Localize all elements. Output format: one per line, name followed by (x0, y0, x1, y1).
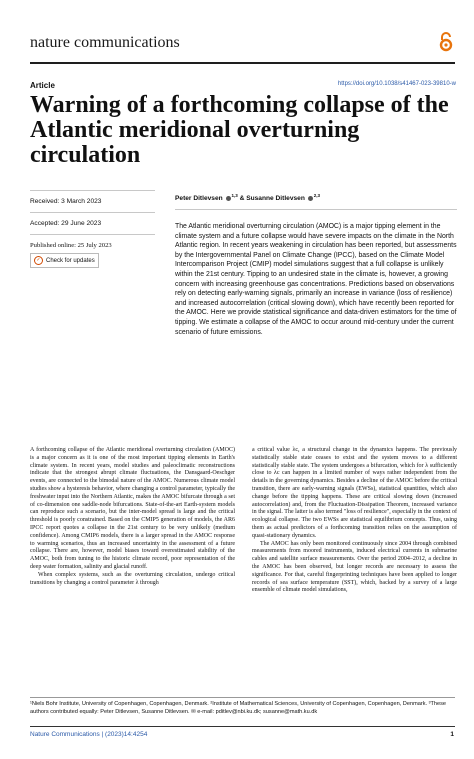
author-separator: & (239, 195, 245, 203)
doi-link[interactable]: https://doi.org/10.1038/s41467-023-39810-w (337, 81, 456, 87)
body-paragraph: When complex systems, such as the overturning circulation, undergo critical transitions by changing a control parameter λ through (30, 571, 235, 586)
article-type: Article (30, 81, 55, 90)
published-date: Published online: 25 July 2023 (30, 234, 155, 256)
check-updates-label: Check for updates (46, 257, 95, 264)
author-name[interactable]: Susanne Ditlevsen (246, 195, 305, 203)
received-date: Received: 3 March 2023 (30, 190, 155, 212)
body-paragraph: A forthcoming collapse of the Atlantic meridional overturning circulation (AMOC) is a major concern as it is one of the most important tipping elements in Earth's climate system. In recent years, model studies and paleoclimatic reconstructions indicate that the strongest abrupt climate fluctuations, the Dansgaard-Oeschger events, are connected to the bimodal nature of the AMOC. Numerous climate model studies show a hysteresis behavior, where changing a control parameter, typically the freshwater input into the Northern Atlantic, makes the AMOC bifurcate through a set of co-dimension one saddle-node bifurcations. State-of-the-art Earth-system models can reproduce such a scenario, but the inter-model spread is large and the critical threshold is poorly constrained. Based on the CMIP5 generation of models, the AR6 IPCC report quotes a collapse in the 21st century to be very unlikely (medium confidence). Among CMIP6 models, there is a larger spread in the AMOC response to warming scenarios, thus an increased uncertainty in the assessment of a future collapse. There are, however, model biases toward overestimated stability of the AMOC, both from tuning to the historic climate record, poor representation of the deep water formation, salinity and glacial runoff. (30, 447, 235, 570)
open-access-icon[interactable] (437, 32, 455, 52)
check-updates-icon: ✓ (34, 256, 43, 265)
article-title: Warning of a forthcoming collapse of the Atlantic meridional overturning circulation (30, 92, 449, 168)
body-paragraph: The AMOC has only been monitored continuously since 2004 through combined measurements from moored instruments, induced electrical currents in submarine cables and satellite surface measurements. Over the period 2004–2012, a decline in the AMOC has been observed, but longer records are necessary to assess the significance. For that, careful fingerprinting techniques have been applied to longer records of sea surface temperature (SST), which, backed by a survey of a large ensemble of climate model simulations, (252, 540, 457, 594)
page-number: 1 (450, 731, 454, 738)
authors-divider (175, 209, 457, 210)
affiliation-sup: 2,3 (313, 193, 320, 198)
body-paragraph: a critical value λc, a structural change in the dynamics happens. The previously statistically stable state ceases to exist and the system moves to a different statistically stable state. The system undergoes a bifurcation, which for λ sufficiently close to λc can happen in a limited number of ways rather independent from the details in the governing dynamics. Besides a decline of the AMOC before the critical transition, there are early-warning signals (EWSs), statistical quantities, which also change before the tipping happens. These are critical slowing down (increased autocorrelation) and, from the Fluctuation-Dissipation Theorem, increased variance in the signal. The latter is also termed "loss of resilience", especially in the context of ecological collapse. The two EWSs are statistical equilibrium concepts. Thus, using them as actual predictors of a forthcoming transition relies on the assumption of quasi-stationary dynamics. (252, 447, 457, 539)
author-list (175, 193, 320, 202)
check-for-updates-button[interactable] (30, 253, 99, 268)
accepted-date: Accepted: 29 June 2023 (30, 212, 155, 234)
affiliation-sup: 1,3 (231, 193, 238, 198)
footer-citation[interactable]: Nature Communications | (2023)14:4254 (30, 731, 148, 738)
orcid-icon[interactable] (226, 196, 231, 201)
affiliations-footnote: ¹Niels Bohr Institute, University of Copenhagen, Copenhagen, Denmark. ²Institute of Mathematical Sciences, University of Copenhagen, Copenhagen, Denmark. ³These authors contributed equally: Peter Ditlevsen, Susanne Ditlevsen. ✉ e-mail: pditlev@nbi.ku.dk; susanne@math.ku.dk (30, 701, 447, 715)
footer-rule (30, 726, 455, 727)
dates-block (30, 190, 155, 256)
abstract: The Atlantic meridional overturning circulation (AMOC) is a major tipping element in the climate system and a future collapse would have severe impacts on the climate in the North Atlantic region. In recent years weakening in circulation has been reported, but assessments by the Intergovernmental Panel on Climate Change (IPCC), based on the Climate Model Intercomparison Project (CMIP) model simulations suggest that a full collapse is unlikely within the 21st century. Tipping to an undesired state in the climate is, however, a growing concern with increasing greenhouse gas concentrations. Predictions based on observations rely on detecting early-warning signals, primarily an increase in variance (loss of resilience) and increased autocorrelation (critical slowing down), which have recently been reported for the AMOC. Here we provide statistical significance and data-driven estimators for the time of tipping. We estimate a collapse of the AMOC to occur around mid-century under the current scenario of future emissions. (175, 223, 457, 336)
body-column-right (252, 447, 457, 595)
body-column-left (30, 447, 235, 587)
journal-name[interactable]: nature communications (30, 34, 180, 51)
author-name[interactable]: Peter Ditlevsen (175, 195, 223, 203)
footnote-rule (30, 697, 455, 698)
header-rule (30, 62, 455, 64)
orcid-icon[interactable] (308, 196, 313, 201)
